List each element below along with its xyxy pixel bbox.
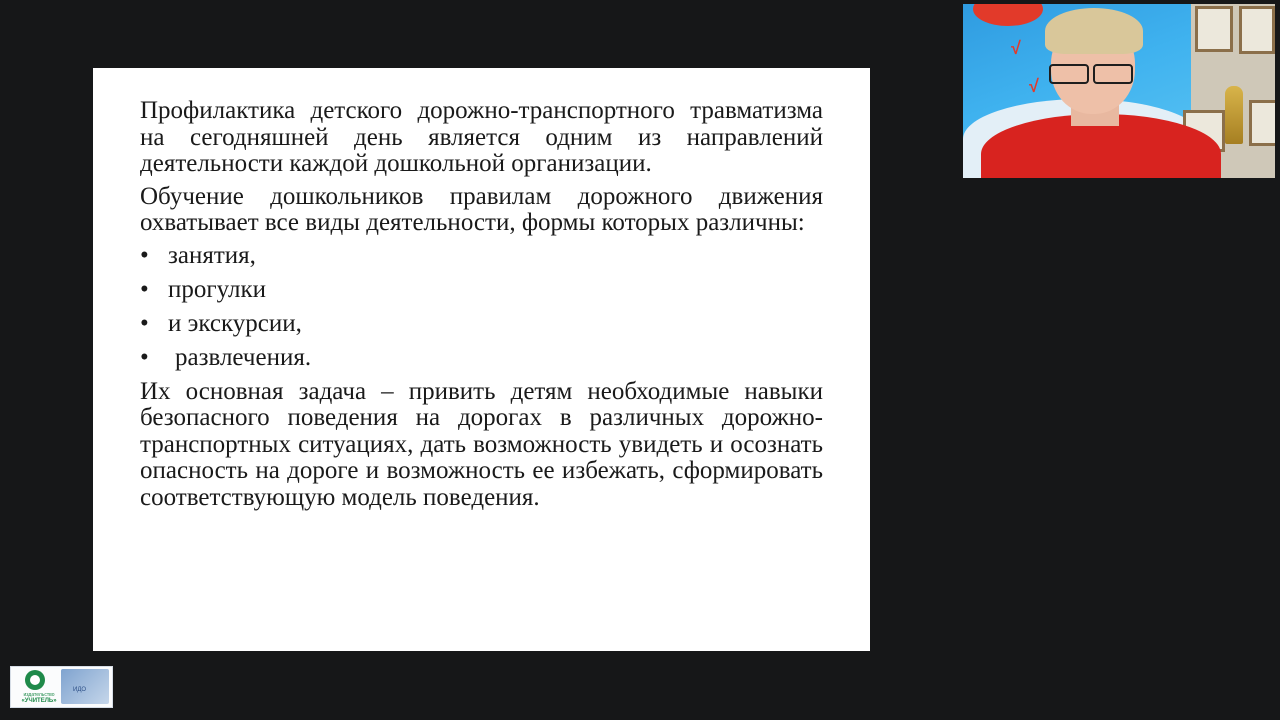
glasses-icon: [1049, 64, 1135, 80]
trophy-icon: [1225, 86, 1243, 144]
picture-frame: [1239, 6, 1275, 54]
list-item-text: и экскурсии,: [168, 309, 302, 337]
map-badge-text: ИДО: [73, 687, 87, 693]
speaker-hair: [1045, 8, 1143, 54]
picture-frame: [1249, 100, 1275, 146]
checkmark-icon: √: [1029, 76, 1039, 96]
list-item: [140, 311, 823, 338]
presentation-slide: [93, 68, 870, 651]
picture-frame: [1195, 6, 1233, 52]
list-item-text: развлечения.: [175, 343, 312, 371]
list-item: [140, 277, 823, 304]
bullet-icon: •: [140, 309, 149, 337]
publisher-label-name: «УЧИТЕЛЬ»: [21, 698, 57, 704]
publisher-label-small: издательство: [23, 692, 55, 698]
list-item-text: занятия,: [168, 241, 256, 269]
bullet-icon: •: [140, 241, 149, 269]
slide-text-body: [140, 98, 823, 517]
publisher-logo: [10, 666, 113, 708]
checkmark-icon: √: [1011, 38, 1021, 58]
slide-paragraph-intro: Профилактика детского дорожно-транспортного травматизма на сегодняшней день является одним из направлений деятельности каждой дошкольной организации.: [140, 97, 823, 177]
slide-paragraph-training: Обучение дошкольников правилам дорожного движения охватывает все виды деятельности, формы которых различны:: [140, 182, 823, 236]
list-item: [140, 243, 823, 270]
publisher-emblem-icon: [25, 670, 45, 690]
activity-list: [140, 243, 823, 372]
bullet-icon: •: [140, 275, 149, 303]
banner-logo-shape: [973, 4, 1043, 26]
list-item-text: прогулки: [168, 275, 267, 303]
speaker-webcam-video[interactable]: [963, 4, 1275, 178]
list-item: [140, 345, 823, 372]
bullet-icon: •: [140, 343, 149, 371]
slide-paragraph-goal: Их основная задача – привить детям необходимые навыки безопасного поведения на дорогах в различных дорожно-транспортных ситуациях, дать возможность увидеть и осознать опасность на дороге и возможность ее избежать, сформировать соответствующую модель поведения.: [140, 377, 823, 511]
